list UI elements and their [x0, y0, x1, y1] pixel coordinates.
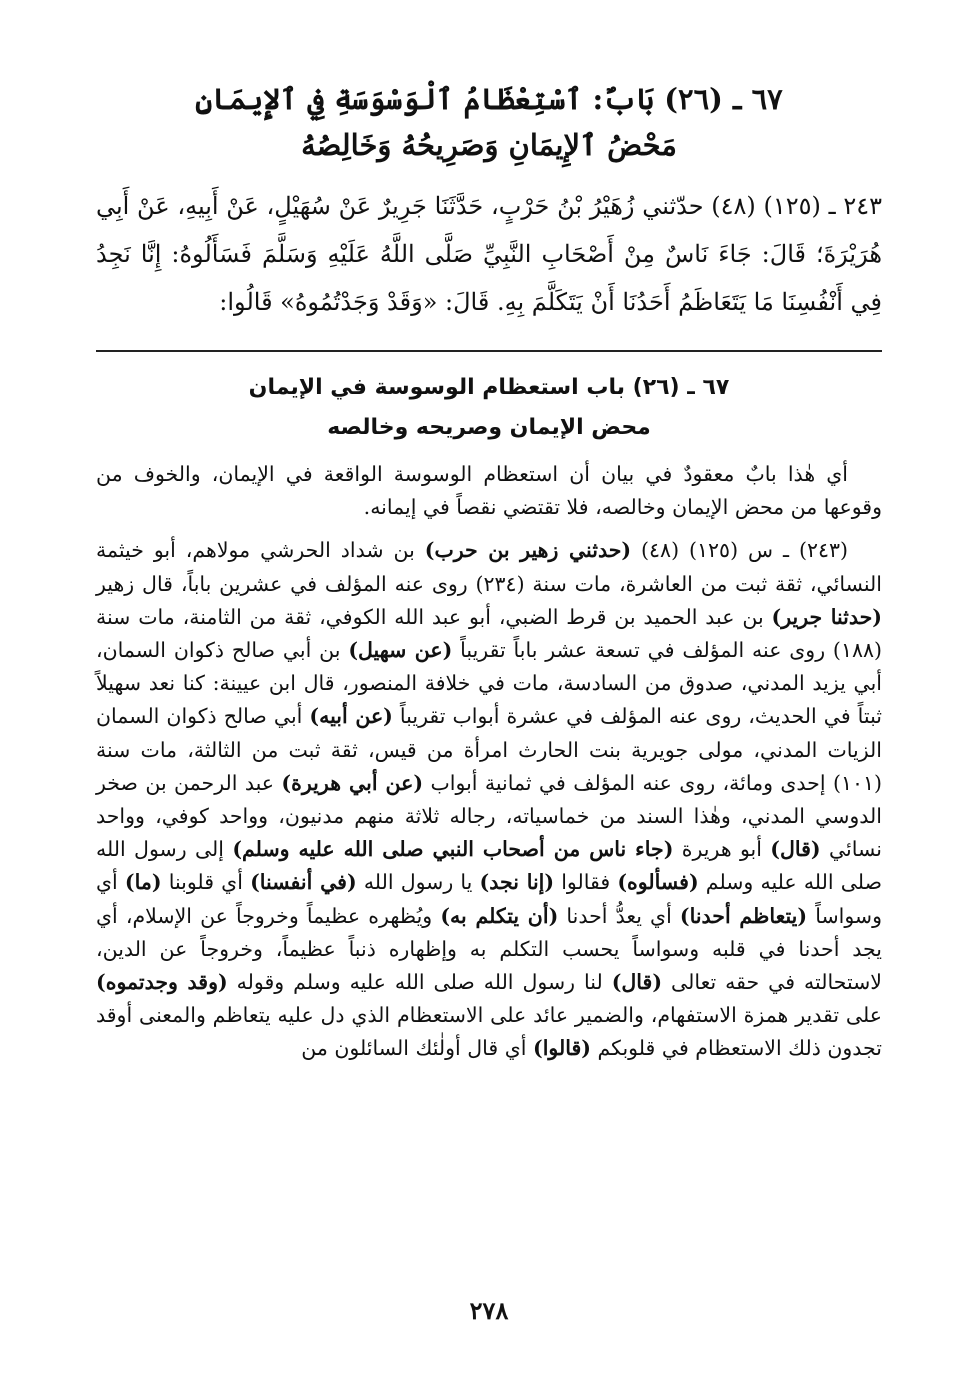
- commentary-quoted-term: (وقد وجدتموه): [96, 970, 228, 995]
- commentary-text-segment: أي قال أولٰئك السائلون من: [301, 1036, 533, 1061]
- commentary-text-segment: بن أبي صالح ذكوان السمان، أبي يزيد المدني، صدوق من السادسة، مات في خلافة المنصور، قال ابن عيينة: كنا نعد سهيلاً ثبتاً في الحديث، روى عنه المؤلف في عشرة أبواب تقريباً: [96, 638, 882, 729]
- commentary-text-segment: بن عبد الحميد بن قرط الضبي، أبو عبد الله الكوفي، ثقة من الثامنة، مات سنة (١٨٨) روى عنه المؤلف في تسعة عشر باباً تقريباً: [96, 604, 882, 663]
- commentary-heading-line-2: محض الإيمان وصريحه وخالصه: [327, 415, 651, 440]
- section-divider: [96, 350, 882, 352]
- commentary-quoted-term: (ما): [124, 870, 162, 895]
- commentary-text-segment: أي قلوبنا: [161, 870, 251, 895]
- commentary-quoted-term: (أن يتكلم به): [440, 903, 559, 928]
- commentary-quoted-term: (إنا نجد): [479, 870, 555, 895]
- commentary-quoted-term: (قالوا): [533, 1036, 591, 1061]
- commentary-text-segment: عبد الرحمن بن صخر الدوسي المدني، وهٰذا السند من خماسياته، رجاله ثلاثة منهم مدنيون، وواحد كوفي، وواحد نسائي: [96, 770, 883, 862]
- commentary-text-segment: إلى رسول الله صلى الله عليه وسلم: [96, 837, 882, 895]
- commentary-quoted-term: (جاء ناس من أصحاب النبي صلى الله عليه وسلم): [232, 837, 674, 862]
- commentary-text-segment: (٢٤٣) ـ س (١٢٥) (٤٨): [631, 538, 848, 563]
- commentary-body: [96, 534, 882, 1065]
- chapter-heading: [96, 76, 882, 168]
- chapter-heading-line-2: مَحْضُ ٱلإِيمَانِ وَصَرِيحُهُ وَخَالِصُهُ: [301, 128, 677, 162]
- commentary-heading: [96, 368, 882, 448]
- commentary-quoted-term: (يتعاظم أحدنا): [679, 903, 808, 928]
- commentary-text-segment: فقالوا: [554, 870, 618, 895]
- commentary-quoted-term: (عن أبي هريرة): [281, 770, 424, 795]
- book-page: [96, 76, 882, 1346]
- commentary-text-segment: يا رسول الله: [356, 870, 480, 895]
- commentary-heading-line-1: ٦٧ ـ (٢٦) باب استعظام الوسوسة في الإيمان: [248, 375, 730, 400]
- commentary-text-segment: لنا رسول الله صلى الله عليه وسلم وقوله: [227, 970, 612, 995]
- commentary-text-segment: على تقدير همزة الاستفهام، والضمير عائد على الاستعظام الذي دل عليه يتعاظم والمعنى أوقد تجدون ذلك الاستعظام في قلوبكم: [96, 1003, 882, 1061]
- commentary-quoted-term: (فسألوه): [617, 870, 699, 895]
- commentary-intro: أي هٰذا بابٌ معقودٌ في بيان أن استعظام الوسوسة الواقعة في الإيمان، والخوف من وقوعها من محض الإيمان وخالصه، فلا تقتضي نقصاً في إيمانه.: [96, 462, 882, 520]
- commentary-text-segment: بن شداد الحرشي مولاهم، أبو خيثمة النسائي، ثقة ثبت من العاشرة، مات سنة (٢٣٤) روى عنه المؤلف في عشرين باباً، قال زهير: [96, 538, 882, 596]
- commentary-text-segment: أبي صالح ذكوان السمان الزيات المدني، مولى جويرية بنت الحارث امرأة من قيس، ثقة ثبت من الثالثة، مات سنة (١٠١) إحدى ومائة، روى عنه المؤلف في ثمانية أبواب: [96, 704, 882, 795]
- commentary-quoted-term: (عن سهيل): [348, 638, 453, 663]
- commentary-text-segment: أي يعدُّ أحدنا: [558, 903, 680, 928]
- page-number: ٢٧٨: [469, 1296, 509, 1325]
- commentary-text-segment: أبو هريرة: [673, 837, 771, 862]
- commentary-quoted-term: (حدثنا جرير): [771, 604, 882, 629]
- hadith-text: ٢٤٣ ـ (١٢٥) (٤٨) حدّثني زُهَيْرُ بْنُ حَرْبٍ، حَدَّثَنَا جَرِيرٌ عَنْ سُهَيْلٍ، عَنْ أَبِيهِ، عَنْ أَبِي هُرَيْرَةَ؛ قَالَ: جَاءَ نَاسٌ مِنْ أَصْحَابِ النَّبِيِّ صَلَّى اللَّهُ عَلَيْهِ وَسَلَّمَ فَسَأَلُوهُ: إِنَّا نَجِدُ فِي أَنْفُسِنَا مَا يَتَعَاظَمُ أَحَدُنَا أَنْ يَتَكَلَّمَ بِهِ. قَالَ: «وَقَدْ وَجَدْتُمُوهُ» قَالُوا:: [96, 192, 882, 316]
- commentary-text-segment: أي وسواساً: [96, 870, 882, 928]
- commentary-quoted-term: (حدثني زهير بن حرب): [424, 538, 632, 563]
- commentary-text-segment: ويُظهره عظيماً وخروجاً عن الإسلام، أي يجد أحدنا في قلبه وسواساً يحسب التكلم به وإظهاره ذنباً عظيماً، وخروجاً عن الدين، لاستحالته في حقه تعالى: [96, 903, 882, 995]
- commentary-quoted-term: (قال): [770, 837, 821, 862]
- chapter-heading-line-1: ٦٧ ـ (٢٦) بَابٌ: ٱسْتِعْظَامُ ٱلْوَسْوَسَةِ فِي ٱلإِيمَانِ: [195, 82, 783, 116]
- commentary-quoted-term: (قال): [611, 970, 663, 995]
- commentary-quoted-term: (في أنفسنا): [250, 870, 357, 895]
- commentary-quoted-term: (عن أبيه): [309, 704, 393, 729]
